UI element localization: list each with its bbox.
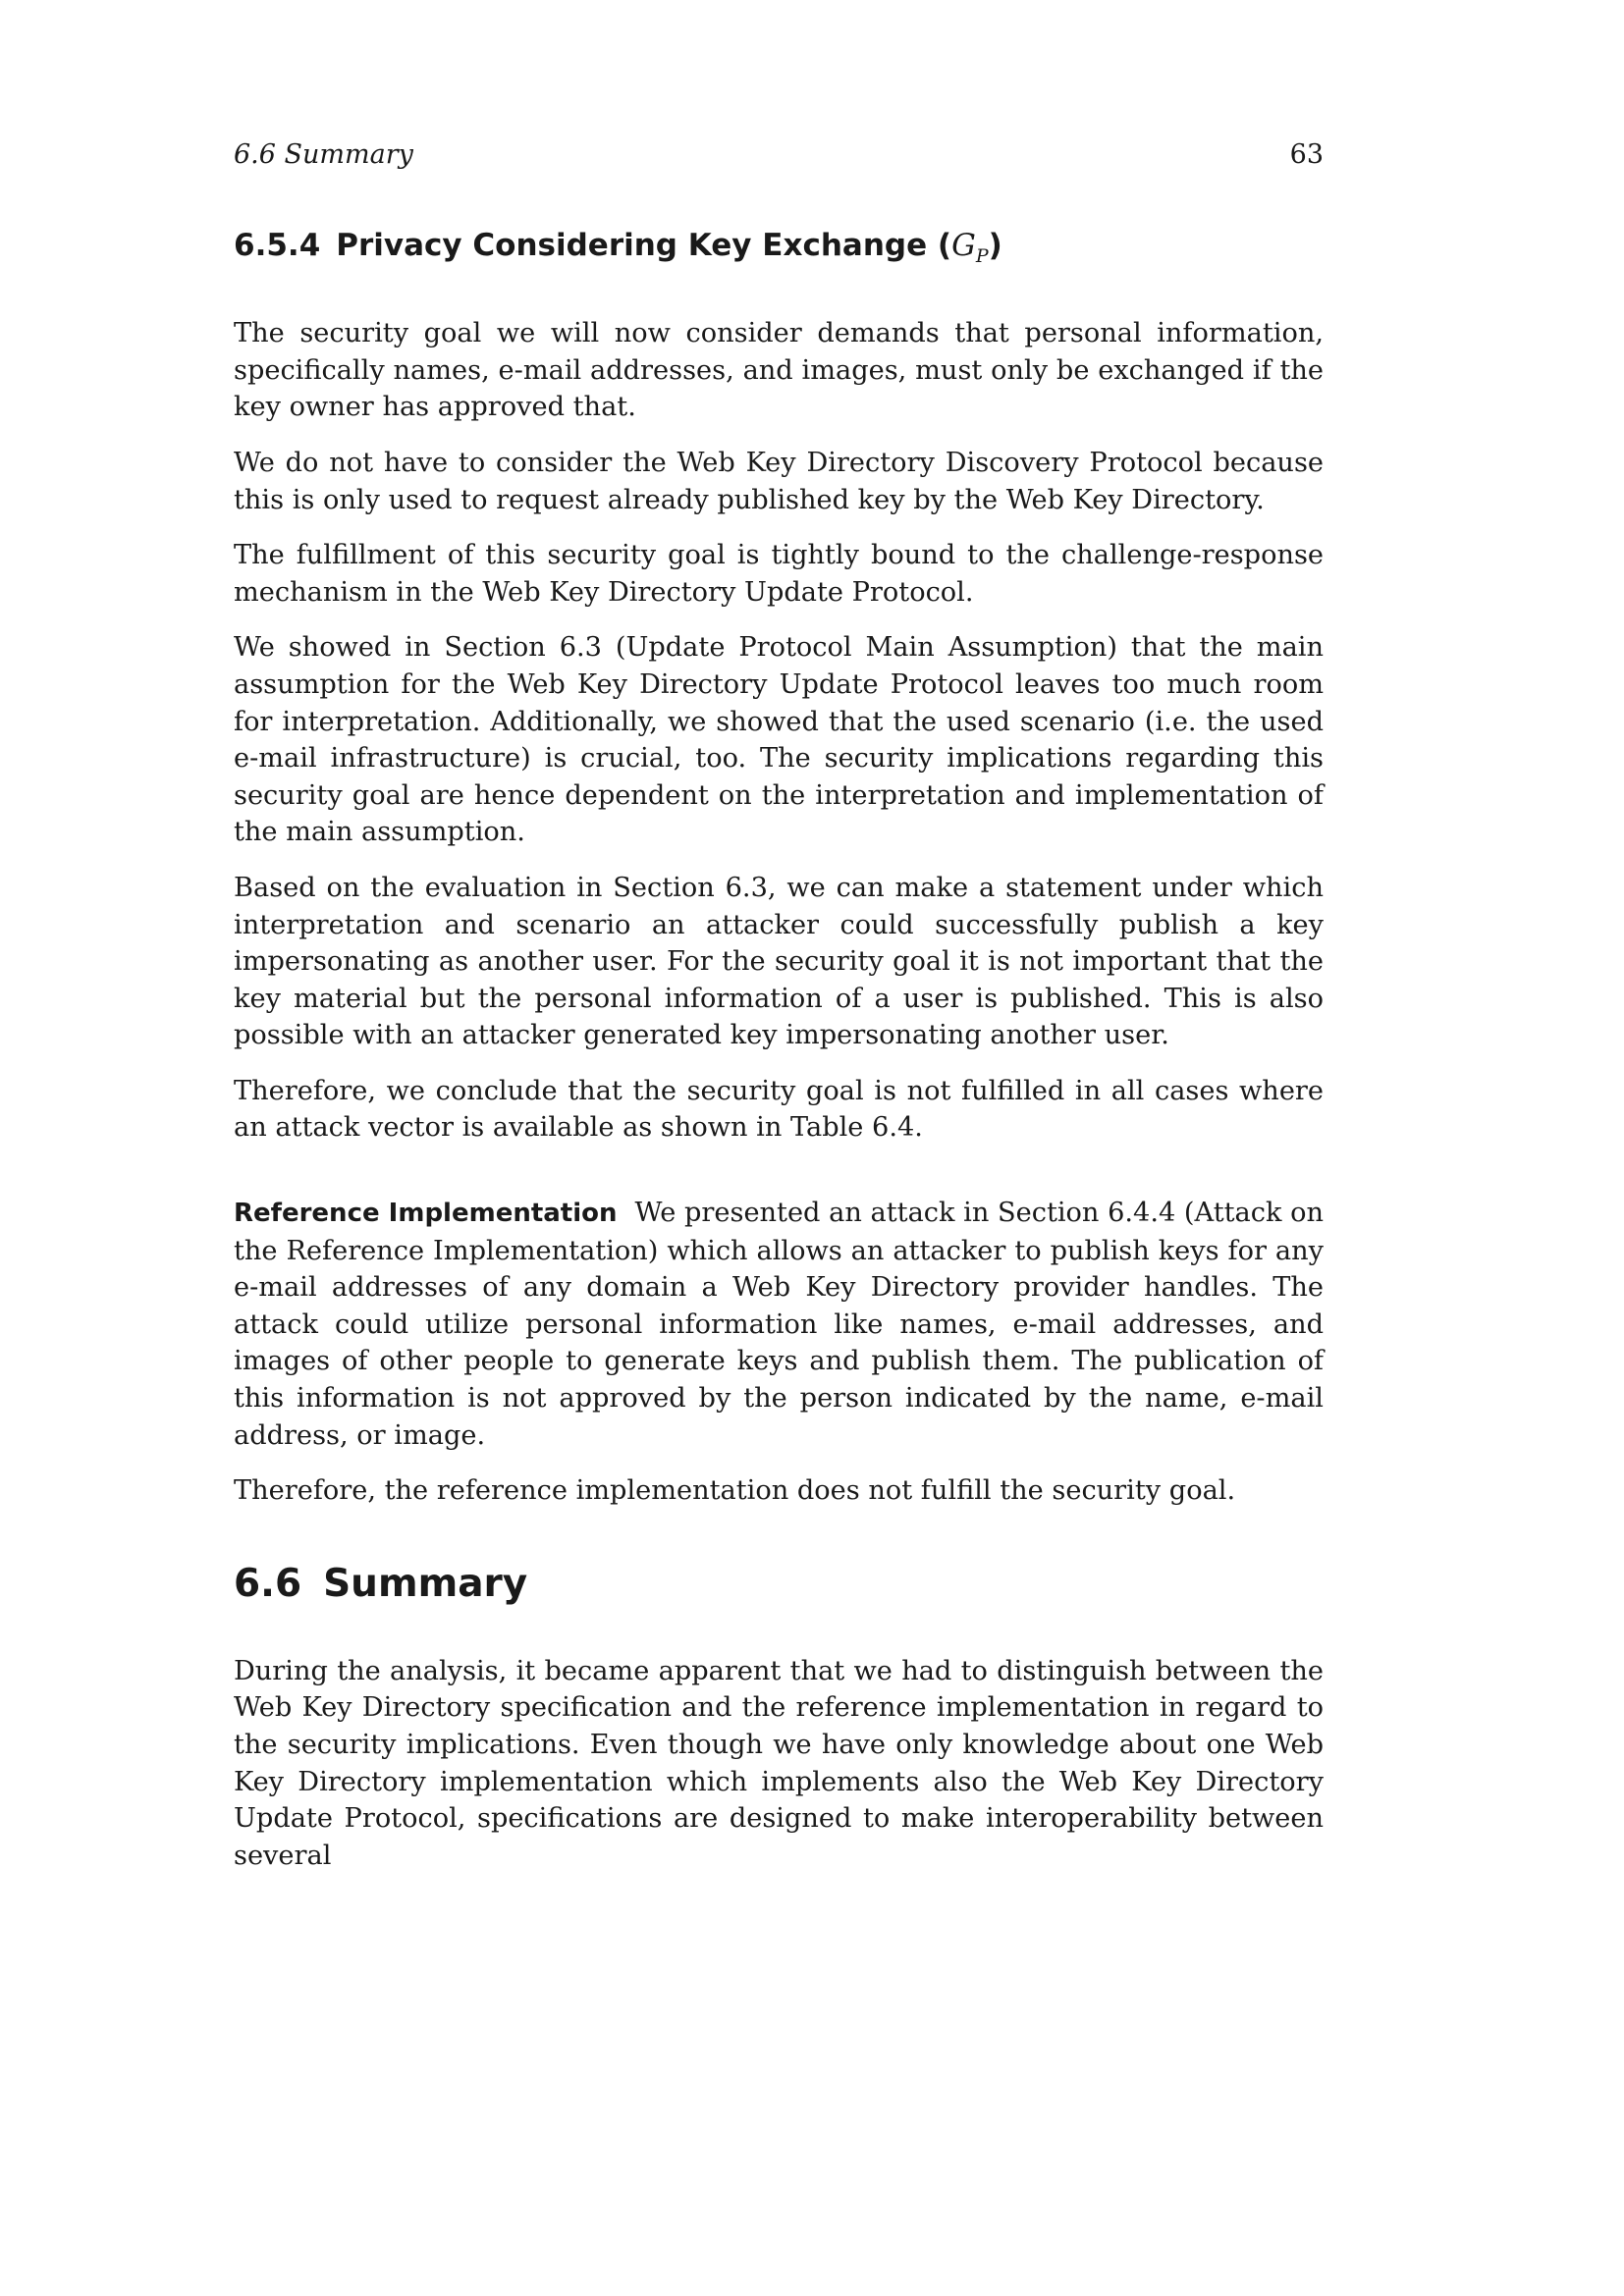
paragraph: Therefore, we conclude that the security goal is not fulfilled in all cases where an attack vector is available as shown in Table 6.4. (234, 1075, 1324, 1144)
subsection-title: Privacy Considering Key Exchange ( (336, 228, 952, 263)
paragraph: We showed in Section 6.3 (Update Protocol Main Assumption) that the main assumption for the Web Key Directory Update Protocol leaves too much room for interpretation. Additionally, we showed that the used scenario (i.e. the used e-mail infrastructure) is crucial, too. The security implications regarding this security goal are hence dependent on the interpretation and implementation of the main assumption. (234, 632, 1324, 848)
subsection-number: 6.5.4 (234, 228, 321, 263)
paragraph: The security goal we will now consider demands that personal information, specifically names, e-mail addresses, and images, must only be exchanged if the key owner has approved that. (234, 318, 1324, 423)
section-heading (234, 1561, 1324, 1608)
paragraph: Based on the evaluation in Section 6.3, we can make a statement under which interpretation and scenario an attacker could successfully publish a key impersonating as another user. For the security goal it is not important that the key material but the personal information of a user is published. This is also possible with an attacker generated key impersonating another user. (234, 872, 1324, 1051)
section-number: 6.6 (234, 1561, 302, 1606)
subsection-heading (234, 226, 1324, 276)
page-number: 63 (1289, 139, 1324, 170)
paragraph: We do not have to consider the Web Key Directory Discovery Protocol because this is only used to request already published key by the Web Key Directory. (234, 447, 1324, 515)
summary-paragraph: During the analysis, it became apparent that we had to distinguish between the Web Key Directory specification and the reference implementation in regard to the security implications. Even though we have only knowledge about one Web Key Directory implementation which implements also the Web Key Directory Update Protocol, specifications are designed to make interoperability between several (234, 1655, 1324, 1871)
page (234, 135, 1324, 1893)
reference-implementation-heading: Reference Implementation (234, 1199, 618, 1229)
section-title: Summary (323, 1561, 528, 1606)
reference-implementation-conclusion: Therefore, the reference implementation does not fulfill the security goal. (234, 1475, 1236, 1507)
spacer (234, 1165, 1324, 1195)
reference-implementation-paragraph (234, 1195, 1324, 1454)
running-head-section: 6.6 Summary (234, 139, 413, 170)
paragraph: The fulfillment of this security goal is tightly bound to the challenge-response mechanism in the Web Key Directory Update Protocol. (234, 540, 1324, 608)
goal-symbol: $G_P$ (951, 228, 989, 268)
running-head (234, 135, 1324, 175)
subsection-title-close: ) (988, 228, 1002, 263)
reference-implementation-text: We presented an attack in Section 6.4.4 (Attack on the Reference Implementation) which allows an attacker to publish keys for any e-mail addresses of any domain a Web Key Directory provider handles. The attack could utilize personal information like names, e-mail addresses, and images of other people to generate keys and publish them. The publication of this information is not approved by the person indicated by the name, e-mail address, or image. (234, 1198, 1324, 1451)
